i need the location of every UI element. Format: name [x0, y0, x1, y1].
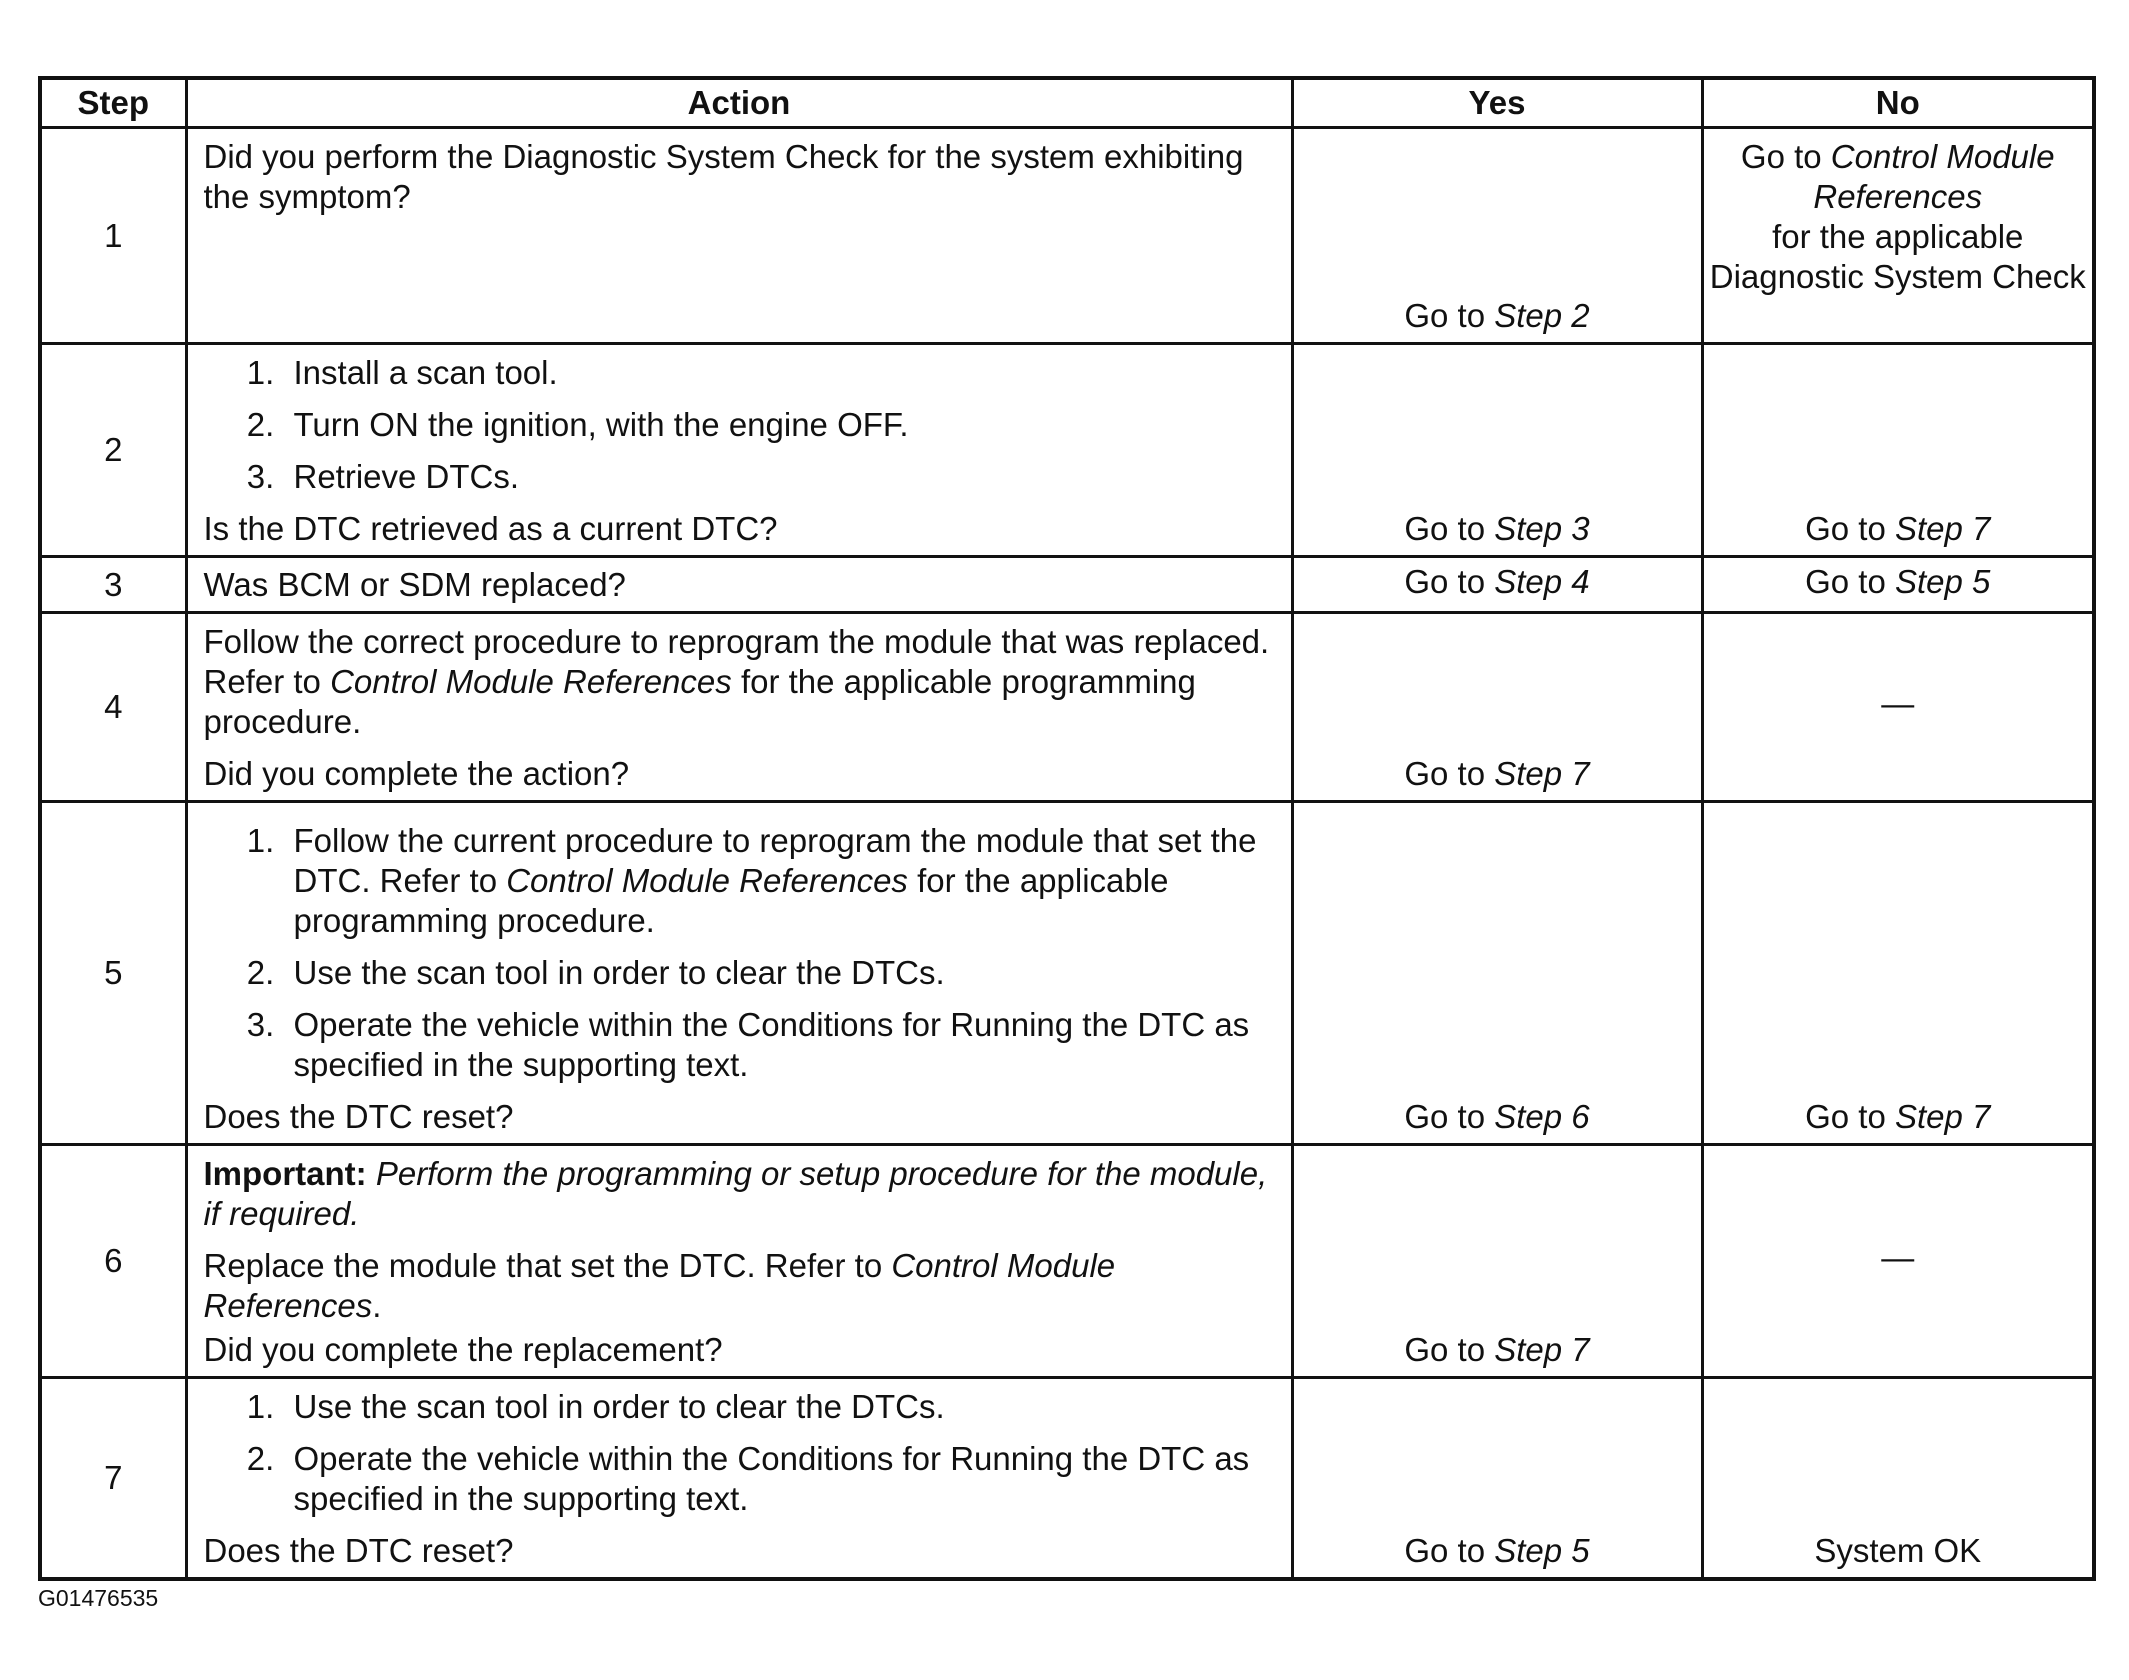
action-question: Does the DTC reset? [203, 1532, 514, 1569]
action-text-post: for the applicable programming procedure. [203, 663, 1196, 740]
list-item: 1. Install a scan tool. [284, 353, 1277, 393]
yes-prefix: Go to [1404, 1331, 1495, 1368]
replace-text [204, 1246, 1277, 1326]
replace-pre: Replace the module that set the DTC. Refer to [203, 1247, 892, 1284]
diagnostic-table-sheet [38, 76, 2092, 1581]
no-cell [1702, 1145, 2094, 1378]
list-item: 3. Operate the vehicle within the Conditions for Running the DTC as specified in the supporting text. [284, 1005, 1277, 1085]
step-number: 2 [40, 344, 186, 557]
no-prefix: Go to [1740, 138, 1831, 175]
no-step-ref: Step 7 [1894, 1098, 1991, 1135]
yes-prefix: Go to [1404, 755, 1495, 792]
yes-cell [1292, 613, 1702, 802]
list-item: 3. Retrieve DTCs. [284, 457, 1277, 497]
figure-id: G01476535 [38, 1585, 159, 1611]
yes-step-ref: Step 7 [1494, 1331, 1590, 1368]
action-text: Did you perform the Diagnostic System Check for the system exhibiting the symptom? [203, 138, 1244, 215]
header-row [40, 78, 2094, 128]
action-cell [186, 613, 1292, 802]
important-text: Perform the programming or setup procedure for the module, if required. [203, 1155, 1268, 1232]
step-number: 5 [40, 802, 186, 1145]
yes-step-ref: Step 3 [1494, 510, 1590, 547]
action-question: Does the DTC reset? [203, 1098, 514, 1135]
no-step-ref: Step 7 [1894, 510, 1991, 547]
no-cell [1702, 128, 2094, 344]
action-question: Did you complete the replacement? [203, 1331, 723, 1368]
yes-prefix: Go to [1404, 510, 1495, 547]
header-no: No [1702, 78, 2094, 128]
action-list [204, 1387, 1277, 1519]
yes-cell [1292, 1145, 1702, 1378]
yes-step-ref: Step 5 [1494, 1532, 1590, 1569]
yes-cell [1292, 1378, 1702, 1580]
action-cell [186, 557, 1292, 613]
yes-cell [1292, 802, 1702, 1145]
yes-prefix: Go to [1404, 562, 1495, 600]
no-cell [1702, 1378, 2094, 1580]
yes-prefix: Go to [1404, 1098, 1495, 1135]
yes-cell [1292, 344, 1702, 557]
yes-cell [1292, 128, 1702, 344]
no-cell [1702, 613, 2094, 802]
step-number: 6 [40, 1145, 186, 1378]
yes-prefix: Go to [1404, 297, 1495, 334]
list-item: 2. Turn ON the ignition, with the engine OFF. [284, 405, 1277, 445]
table-row [40, 613, 2094, 802]
important-label: Important: [203, 1155, 367, 1192]
no-step-ref: Step 5 [1894, 562, 1991, 600]
table-row [40, 557, 2094, 613]
list-item-reference: Control Module References [506, 862, 908, 899]
yes-step-ref: Step 7 [1494, 755, 1590, 792]
list-item: 2. Operate the vehicle within the Conditions for Running the DTC as specified in the supporting text. [284, 1439, 1277, 1519]
action-text-pre: Follow the correct procedure to reprogram the module that was replaced. Refer to [203, 623, 1270, 700]
list-item-pre: Follow the current procedure to reprogram the module that set the DTC. Refer to [293, 822, 1257, 899]
table-row [40, 802, 2094, 1145]
important-note [204, 1154, 1277, 1234]
action-cell [186, 1145, 1292, 1378]
step-number: 1 [40, 128, 186, 344]
action-list [204, 353, 1277, 497]
no-prefix: Go to [1805, 562, 1895, 600]
action-cell [186, 1378, 1292, 1580]
action-question: Is the DTC retrieved as a current DTC? [203, 510, 778, 547]
no-cell [1702, 802, 2094, 1145]
no-reference: Control Module References [1813, 138, 2055, 215]
list-item: 1. Use the scan tool in order to clear the DTCs. [284, 1387, 1277, 1427]
action-text [204, 622, 1277, 742]
yes-step-ref: Step 2 [1494, 297, 1590, 334]
header-step: Step [40, 78, 186, 128]
replace-post: . [372, 1287, 382, 1324]
no-suffix: for the applicable Diagnostic System Check [1709, 218, 2086, 295]
list-item-post: for the applicable programming procedure. [293, 862, 1169, 939]
action-cell [186, 802, 1292, 1145]
step-number: 7 [40, 1378, 186, 1580]
yes-step-ref: Step 6 [1494, 1098, 1590, 1135]
no-cell [1702, 344, 2094, 557]
step-number: 3 [40, 557, 186, 613]
header-yes: Yes [1292, 78, 1702, 128]
list-item: 2. Use the scan tool in order to clear the DTCs. [284, 953, 1277, 993]
table-row [40, 128, 2094, 344]
action-text: Was BCM or SDM replaced? [203, 565, 626, 603]
table-row [40, 1145, 2094, 1378]
replace-reference: Control Module References [203, 1247, 1116, 1324]
action-list [204, 821, 1277, 1085]
no-dash: — [1881, 1239, 1915, 1276]
no-prefix: Go to [1805, 1098, 1895, 1135]
table-row [40, 344, 2094, 557]
no-dash: — [1881, 685, 1915, 722]
action-cell [186, 128, 1292, 344]
yes-prefix: Go to [1404, 1532, 1495, 1569]
action-reference: Control Module References [330, 663, 732, 700]
step-number: 4 [40, 613, 186, 802]
header-action: Action [186, 78, 1292, 128]
yes-cell [1292, 557, 1702, 613]
no-prefix: Go to [1805, 510, 1895, 547]
action-question: Did you complete the action? [203, 755, 630, 792]
no-result: System OK [1814, 1532, 1982, 1569]
yes-step-ref: Step 4 [1494, 562, 1590, 600]
table-row [40, 1378, 2094, 1580]
list-item [284, 821, 1277, 941]
no-cell [1702, 557, 2094, 613]
diagnostic-table [38, 76, 2096, 1581]
action-cell [186, 344, 1292, 557]
